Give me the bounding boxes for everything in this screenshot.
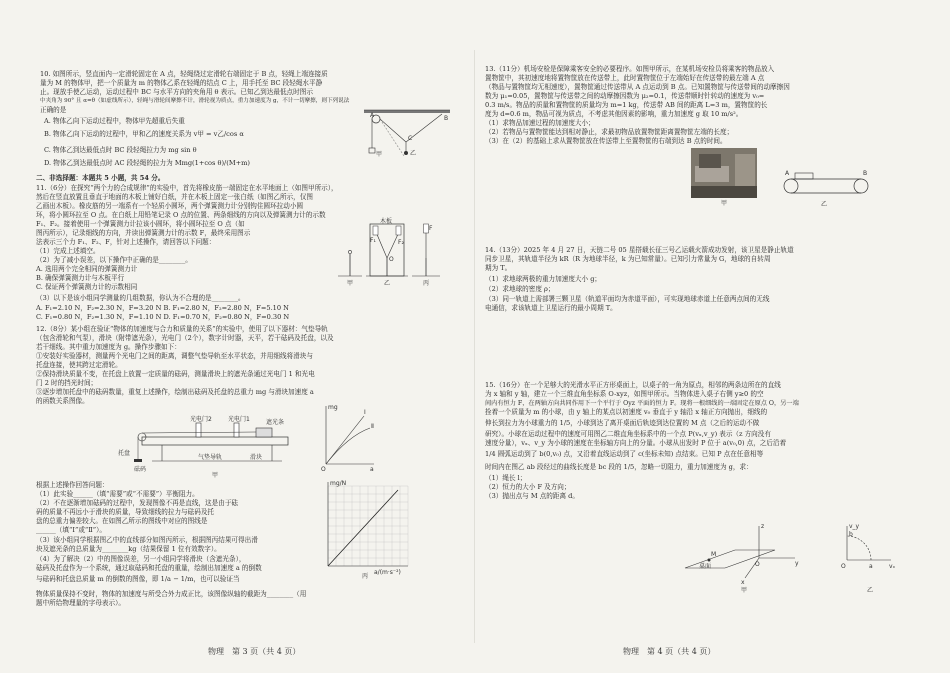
q15-velocity-figure bbox=[839, 520, 899, 592]
q14-line: 期为 T。 bbox=[485, 264, 512, 272]
q11-line: 11.（6分）在探究“两个力的合成规律”的实验中，首先将橡皮筋一端固定在水平地面上（如图甲所示）， bbox=[36, 184, 338, 192]
svg-text:O: O bbox=[841, 563, 846, 570]
fig12-gate1: 光电门2 bbox=[190, 416, 212, 423]
fig12-ax-a: a bbox=[370, 466, 374, 473]
q12-answer-line: 砝码及托盘作为一个系统，通过取砝码和托盘的重量，绘制出加速度 a 的倒数 bbox=[36, 564, 262, 572]
q12-line: （包含滑轮和气泵），滑块（附带遮光条），光电门（2个），数字计时器，天平，若干砝码及托盘，以及 bbox=[36, 334, 334, 342]
q12-line: 门 2 时的挡光时间； bbox=[36, 379, 98, 387]
fig12-label-c: 丙 bbox=[362, 573, 369, 580]
fig12-weight: 砝码 bbox=[134, 466, 147, 473]
q12-line: ②保持滑块质量不变，在托盘上放置一定质量的砝码，测量滑块上的遮光条通过光电门 1 和光电 bbox=[36, 370, 315, 378]
q13-line: （2）若物品与置物筐能达到相对静止，求最初物品放置物筐距离置物筐左端的长度； bbox=[485, 128, 734, 136]
q10-line: 止。现放手使乙运动，运动过程中 BC 与水平方向的夹角用 θ 表示。已知乙到达最低点时图示 bbox=[40, 88, 313, 96]
q12-line: 若干细线。其中重力加速度为 g。操作步骤如下： bbox=[36, 343, 181, 351]
fig12-slider: 滑块 bbox=[250, 454, 263, 461]
q12-line: 托盘连接，使其跨过定滑轮。 bbox=[36, 361, 122, 369]
q11-option: C. 保证两个弹簧测力计的示数相同 bbox=[36, 283, 138, 291]
q11-option: A. 选用两个完全相同的弹簧测力计 bbox=[36, 265, 138, 273]
fig15-ax-x: x bbox=[741, 579, 745, 586]
page-4-footer: 物理 第 4 页（共 4 页） bbox=[623, 647, 716, 656]
svg-text:O: O bbox=[321, 466, 326, 473]
fig15-desk: 桌面 bbox=[699, 563, 712, 570]
q10-line: 中夹角为 90° 且 α=θ（如虚线所示），轻绳与滑轮间摩擦不计，滑轮视为质点，重力加速度为 g，不计一切摩擦，则下列说法 bbox=[40, 98, 350, 104]
q12-answer-line: 物体质量保持不变时，物体的加速度与所受合外力成正比，该图像纵轴的截距为________（用 bbox=[36, 590, 307, 598]
fig13-label-a: 甲 bbox=[721, 200, 728, 207]
q12-line: ③逐步增加托盘中的砝码数量，重复上述操作，绘制出砝码及托盘的总重力 mg 与滑块加速度 a bbox=[36, 388, 314, 396]
q11-option: B. 确保弹簧测力计与木板平行 bbox=[36, 274, 125, 282]
q14-line: 14.（13分）2025 年 4 月 27 日，天链二号 05 星搭载长征三号乙运载火箭成功发射，该卫星是静止轨道 bbox=[485, 246, 794, 254]
q15-line: 时间内在图乙 ab 段经过的曲线长度是 bc 段的 1/5，忽略一切阻力，重力加速度为 g，求： bbox=[485, 463, 753, 471]
q12-answer-line: （2）不在逐渐增加砝码的过程中，发现图像不再是直线，这是由于砝 bbox=[36, 499, 239, 507]
fig12-ax-mg: mg bbox=[328, 404, 338, 411]
fig11-board-label: 木板 bbox=[380, 218, 393, 225]
q13-line: 0.3 m/s。物品的质量和置物筐的质量均为 m=1 kg，传送带 AB 间的距离 L=3 m，置物筐的长 bbox=[485, 101, 768, 109]
fig15-ax-y: y bbox=[795, 560, 799, 567]
q15-line: 15.（16分）在一个足够大的光滑水平正方形桌面上，以桌子的一角为原点，相邻的两条边所在的直线 bbox=[485, 381, 781, 389]
q10-option: B. 物体乙向下运动的过程中，甲和乙的速度关系为 v甲 = v乙/cos α bbox=[44, 130, 244, 138]
svg-text:甲: 甲 bbox=[376, 151, 383, 158]
q13-line: 度为 d=0.6 m，物品可视为质点，不考虑其他因素的影响，重力加速度 g 取 10 m/s²。 bbox=[485, 110, 743, 118]
q13-line: 置物筐中，其初速度地将置物筐放在传送带上，此时置物筐位于左端始好在传送带的最左端 A 点 bbox=[485, 74, 765, 82]
fig12-air: 气垫导轨 bbox=[198, 454, 223, 461]
q11-line: 然后在竖直放置且垂直于地面的木板上铺好白纸，并在木板上固定一张白纸（如图乙所示，仅图 bbox=[36, 193, 313, 201]
q14-line: 电通信，求该轨道上卫星运行的最小周期 T。 bbox=[485, 304, 617, 312]
q11-option: C. F₁=0.80 N，F₂=1.30 N，F=1.10 N D. F₁=0.70 N，F₂=0.80 N，F=0.30 N bbox=[36, 313, 290, 321]
q11-line: （2）为了减小误差，以下操作中正确的是________。 bbox=[36, 256, 192, 264]
fig15-label-a: 甲 bbox=[741, 587, 748, 594]
fig12-tray: 托盘 bbox=[118, 450, 131, 457]
q11-line: F₁、F₂。接着使用一个弹簧测力计拉该小圆环，将小圆环拉至 O 点（如 bbox=[36, 220, 245, 228]
q14-line: （1）求地球两极的重力加速度大小 g； bbox=[485, 275, 602, 283]
fig15-pt-a: a bbox=[869, 563, 873, 570]
fig15-ax-o: O bbox=[755, 561, 760, 568]
q11-line: 乙画出木板）。橡皮筋的另一端系有一个轻质小圆环，两个弹簧测力计分别钩住圆环拉动小圆 bbox=[36, 202, 304, 210]
fig11-label-b: 乙 bbox=[384, 280, 391, 287]
q10-option: A. 物体乙向下运动过程中，物体甲先超重后失重 bbox=[44, 117, 185, 125]
q12-answer-line: 与砝码和托盘总质量 m 的倒数的图像，即 1/a − 1/m，也可以验证当 bbox=[36, 575, 240, 583]
q13-line: （1）求物品加速过程的加速度大小； bbox=[485, 119, 595, 127]
q15-line: （1）绳长 l； bbox=[485, 474, 527, 482]
fig13-pt-a: A bbox=[785, 170, 790, 177]
q11-line: 法表示三个力 F₁、F₂、F，针对上述操作，请回答以下问题： bbox=[36, 238, 216, 246]
q15-line: 间内有恒力 F，在两轴方向共同作用下一个平行于 Oyz 平面的恒力 F。现将一根细线的一端固定在原点 O，另一端 bbox=[485, 400, 799, 407]
fig12-label-a: 甲 bbox=[212, 472, 219, 479]
fig12-gate2: 光电门1 bbox=[228, 416, 250, 423]
svg-text:B: B bbox=[444, 115, 449, 122]
fig15-label-b: 乙 bbox=[867, 587, 874, 594]
fig13-label-b: 乙 bbox=[821, 201, 828, 208]
fig13-pt-b: B bbox=[863, 170, 868, 177]
q12-answer-line: 块及遮光条的总质量为________kg（结果保留 1 位有效数字）。 bbox=[36, 545, 221, 553]
q15-line: 研究）。小球在运动过程中的速度可用图乙二维直角坐标系中的一个点 P(vₓ,v_y) 表示（z 方向没有 bbox=[485, 430, 771, 438]
svg-text:O: O bbox=[389, 256, 394, 263]
q12-answer-line: （3）该小组同学根据图乙中的直线部分如图丙所示，根据图丙结果可得出滑 bbox=[36, 536, 258, 544]
q13-line: 数为 μ₁=0.05，置物筐与传送带之间的动摩擦因数为 μ₂=0.1，传送带顺时针转动的速度为 v₀= bbox=[485, 92, 765, 100]
q12-line: 的函数关系图像。 bbox=[36, 397, 89, 405]
section-2-heading: 二、非选择题：本题共 5 小题，共 54 分。 bbox=[36, 174, 165, 182]
svg-text:乙: 乙 bbox=[410, 150, 417, 157]
q12-line: ①安装好实验器材，测量两个光电门之间的距离，调整气垫导轨至水平状态，并用细线将滑块与 bbox=[36, 352, 313, 360]
q14-line: （2）求地球的密度 ρ； bbox=[485, 285, 555, 293]
fig11-label-c: 丙 bbox=[423, 280, 430, 287]
q13-line: （物品与置物筐均无相速度），置物筐通过传送带从 A 点运动到 B 点。已知置物筐与传送带间的动摩擦因 bbox=[485, 83, 790, 91]
q15-line: 速度分量），vₓ、v_y 为小球的速度在坐标轴方向上的分量。小球从出发时 P 位于 a(v₀,0) 点，之后沿着 bbox=[485, 439, 787, 447]
q10-option: D. 物体乙到达最低点时 AC 段轻绳的拉力为 Mmg(1+cos θ)/(M+m) bbox=[44, 159, 250, 167]
q10-line: 10. 如图所示，竖直面内一定滑轮固定在 A 点，轻绳绕过定滑轮右端固定于 B 点，轻绳上端连接质 bbox=[40, 70, 328, 78]
q12-answer-line: 盘的总重力偏差较大。在如图乙所示的图线中对应的图线是 bbox=[36, 517, 208, 525]
fig15-pt-b: b bbox=[849, 531, 853, 538]
q12-answer-line: 题中所给物理量的字母表示）。 bbox=[36, 599, 126, 607]
q12-answer-line: ______（填“Ⅰ”或“Ⅱ”）。 bbox=[36, 526, 107, 534]
svg-text:F: F bbox=[429, 225, 433, 232]
q15-line: 伸长到拉力为小球重力的 1/5，小球到达了离开桌面后轨迹到达位置的 M 点（之后的运动不做 bbox=[485, 419, 760, 427]
svg-text:A: A bbox=[370, 112, 375, 119]
q11-line: 环，将小圆环拉至 O 点。在白纸上用铅笔记录 O 点的位置、两条细线的方向以及弹簧测力计的示数 bbox=[36, 211, 326, 219]
q10-pulley-figure bbox=[362, 108, 452, 160]
q11-line: （1）完成上述填空。 bbox=[36, 247, 100, 255]
q15-line: （2）恒力的大小 F 及方向； bbox=[485, 483, 571, 491]
q15-line: （3）抛出点与 M 点的距离 d。 bbox=[485, 492, 579, 500]
q14-line: 同步卫星，其轨道半径为 kR（R 为地球半径，k 为已知常量）。已知引力常量为 G，地球的自转周 bbox=[485, 255, 771, 263]
q10-line: 量为 M 的物体甲，把一个质量为 m 的物体乙系在轻绳的结点 C 上，用手托至 BC 段轻绳水平静 bbox=[40, 79, 323, 87]
q11-line: （3）以下是该小组同学测量的几组数据，你认为不合理的是________。 bbox=[36, 294, 245, 302]
fig12-ax-mgN: mg/N bbox=[330, 480, 347, 487]
q15-line: 拴着一个质量为 m 的小球，由 y 轴上的某点以初速度 v₀ 垂直于 y 轴沿 x 轴正方向抛出，细线的 bbox=[485, 408, 768, 416]
q10-line: 正确的是 bbox=[40, 106, 67, 114]
q12-air-track-figure bbox=[118, 415, 302, 479]
q13-line: 13.（11分）机场安检是保障乘客安全的必要程序。如图甲所示，在某机场安检员将乘客的物品放入 bbox=[485, 65, 775, 73]
q13-line: （3）在（2）的基础上求从置物筐放在传送带上至置物筐的右端到达 B 点的时间。 bbox=[485, 137, 727, 145]
q11-option: A. F₁=2.10 N，F₂=2.30 N，F=3.20 N B. F₁=2.80 N，F₂=2.80 N，F=5.10 N bbox=[36, 304, 289, 312]
fig12-shade: 遮光条 bbox=[266, 419, 285, 426]
q15-3d-figure bbox=[675, 520, 825, 592]
q14-line: （3）同一轨道上需部署三颗卫星（轨道平面均为赤道平面），可实现地球赤道上任意两点间的无线 bbox=[485, 295, 770, 303]
svg-text:Ⅰ: Ⅰ bbox=[364, 409, 366, 416]
q12-answer-line: （1）此实验______（填“需要”或“不需要”）平衡阻力。 bbox=[36, 490, 199, 498]
page-4-column bbox=[475, 0, 950, 673]
fig15-pt-m: M bbox=[711, 551, 717, 558]
svg-text:C: C bbox=[408, 135, 413, 142]
svg-text:F₂: F₂ bbox=[398, 239, 404, 246]
q12-graph-b bbox=[318, 402, 378, 472]
q13-conveyor-figure bbox=[781, 168, 871, 208]
q11-line: 图丙所示），记录细线的方向，并读出弹簧测力计的示数 F，最终采用图示 bbox=[36, 229, 251, 237]
fig12-ax-aunit: a/(m·s⁻²) bbox=[374, 569, 401, 576]
fig15-ax-vx: vₓ bbox=[889, 563, 896, 570]
fig15-ax-z: z bbox=[761, 523, 765, 530]
page-3-footer: 物理 第 3 页（共 4 页） bbox=[208, 647, 301, 656]
fig11-label-a: 甲 bbox=[347, 280, 354, 287]
q12-answer-line: （4）为了解决（2）中的图像误差，另一小组同学将滑块（含遮光条）， bbox=[36, 555, 246, 563]
q12-line: 12.（8分）某小组在验证“物体的加速度与合力和质量的关系”的实验中，使用了以下器材：气垫导轨 bbox=[36, 325, 328, 333]
q12-answer-line: 根据上述操作回答问题： bbox=[36, 481, 109, 489]
svg-text:Ⅱ: Ⅱ bbox=[371, 423, 374, 430]
q12-graph-c bbox=[318, 478, 414, 578]
q11-force-figure bbox=[336, 218, 444, 286]
q15-line: 为 x 轴和 y 轴，建立一个三维直角坐标系 O-xyz，如图甲所示。当物体进入桌子右侧 y≥0 的空 bbox=[485, 390, 764, 398]
svg-text:F₁: F₁ bbox=[370, 237, 376, 244]
q13-photo bbox=[691, 148, 761, 206]
fig15-ax-vy: v_y bbox=[849, 523, 860, 530]
q10-option: C. 物体乙到达最低点时 BC 段轻绳拉力为 mg sin θ bbox=[44, 146, 197, 154]
q15-line: 1/4 圆弧运动到了 b(0,v₀) 点，又沿着直线运动到了 c(坐标未知) 点结束。已知 P 点在任意相等 bbox=[485, 450, 764, 458]
q12-answer-line: 码的质量不再远小于滑块的质量，导致细线的拉力与砝码及托 bbox=[36, 508, 215, 516]
